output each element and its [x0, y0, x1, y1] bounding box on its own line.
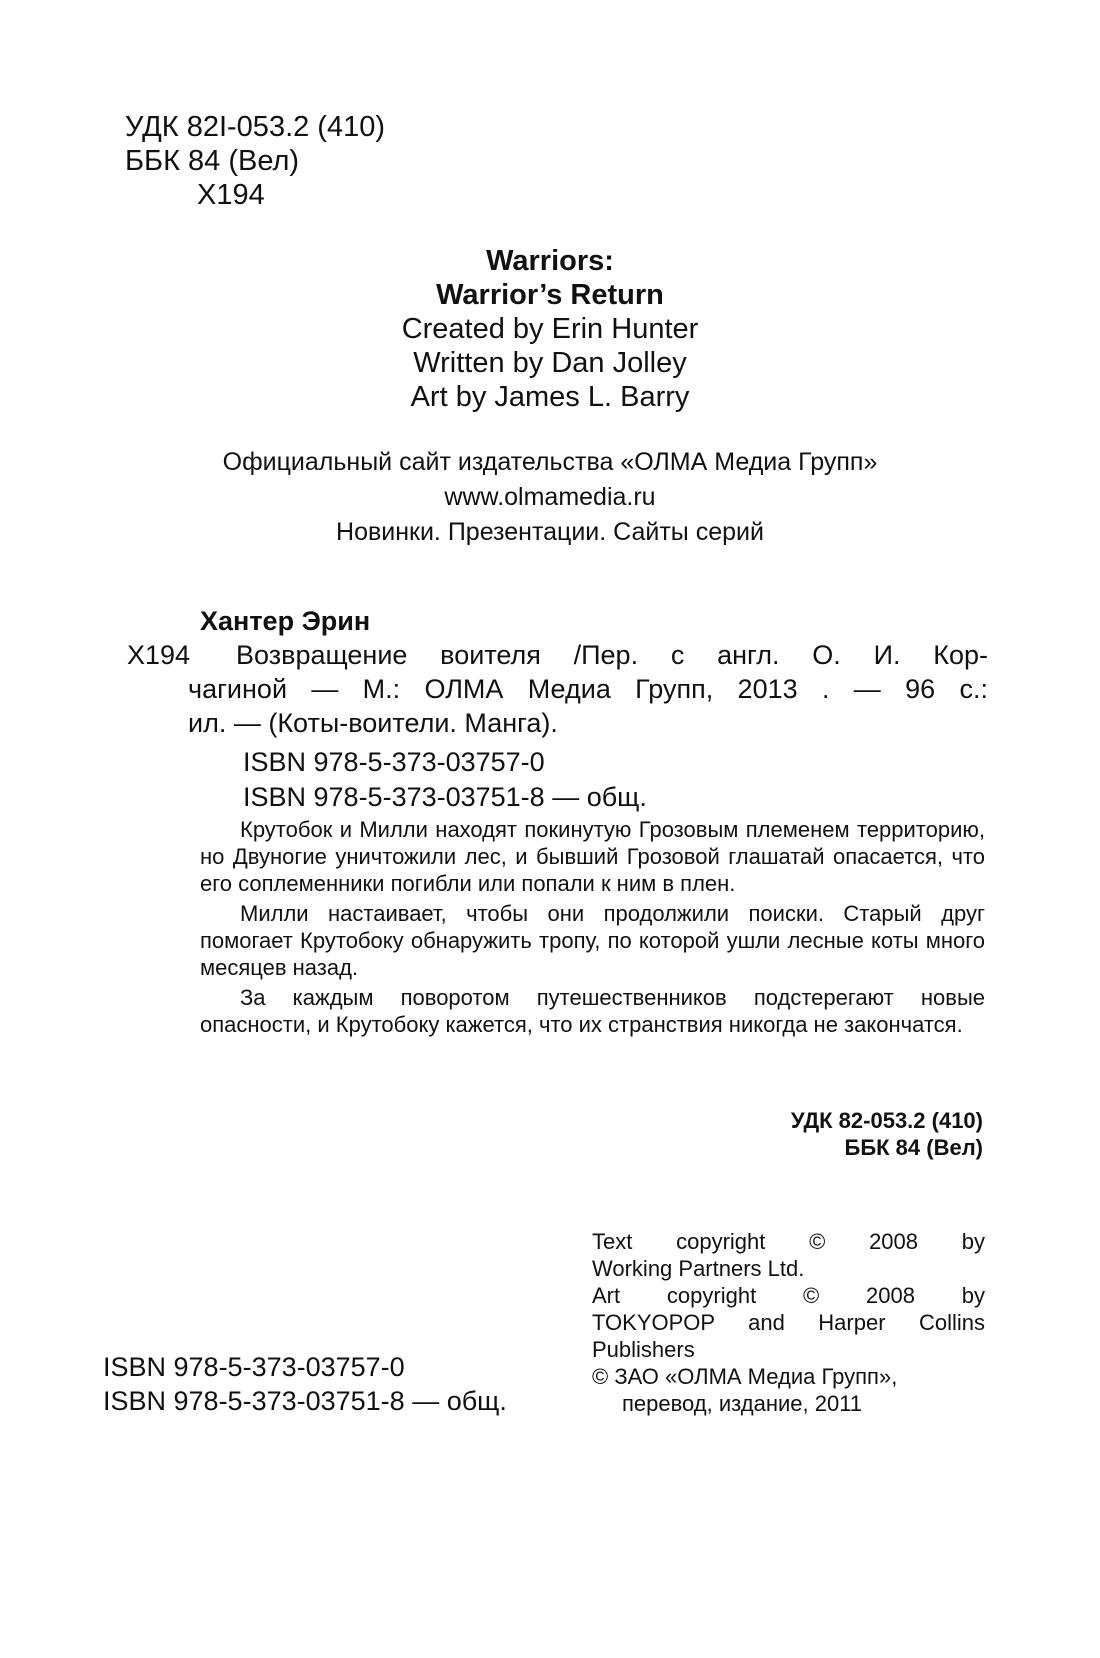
art-by: Art by James L. Barry [410, 381, 690, 413]
author-mark: Х194 [197, 179, 265, 211]
bbk-code: ББК 84 (Вел) [125, 145, 300, 177]
annotation-paragraph: За каждым поворотом путешественников подстерегают новые опасности, и Крутобоку кажется, что их странствия никогда не закончатся. [200, 985, 985, 1037]
description-line: ил. — (Коты-воители. Манга). [188, 708, 558, 738]
catalog-author: Хантер Эрин [200, 606, 371, 636]
udk-code: УДК 82-053.2 (410) [790, 1108, 983, 1133]
bottom-isbn [103, 1350, 507, 1418]
original-credits [250, 244, 850, 414]
site-notice-sections: Новинки. Презентации. Сайты серий [336, 518, 764, 546]
copyright-line: Publishers [592, 1337, 695, 1362]
copyright-line: Text copyright © 2008 by [592, 1229, 985, 1254]
copyright-block [592, 1228, 985, 1417]
written-by: Written by Dan Jolley [413, 347, 687, 379]
copyright-line: © ЗАО «ОЛМА Медиа Групп», [592, 1364, 898, 1389]
book-title: Warrior’s Return [436, 279, 664, 311]
catalog-code: Х194 [127, 640, 191, 670]
udk-code: УДК 82I-053.2 (410) [125, 111, 386, 143]
description-line: Возвращение воителя /Пер. с англ. О. И. Кор- [236, 640, 988, 670]
bbk-code: ББК 84 (Вел) [844, 1135, 983, 1160]
annotation-paragraph: Крутобок и Милли находят покинутую Грозовым племенем территорию, но Двуногие уничтожили лес, и бывший Грозовой глашатай опасается, что его соплеменники погибли или попали к ним в плен. [200, 817, 985, 896]
copyright-line: TOKYOPOP and Harper Collins [592, 1310, 985, 1335]
description-line: чагиной — М.: ОЛМА Медиа Групп, 2013 . — 96 с.: [188, 674, 988, 704]
site-notice-line: Официальный сайт издательства «ОЛМА Медиа Групп» [222, 448, 878, 476]
catalog-isbn [243, 745, 647, 815]
isbn-line: ISBN 978-5-373-03751-8 — общ. [103, 1386, 507, 1416]
catalog-description [188, 638, 988, 740]
isbn-line: ISBN 978-5-373-03757-0 [103, 1352, 405, 1382]
series-title: Warriors: [486, 245, 614, 277]
classification-block [125, 110, 385, 212]
annotation [200, 816, 985, 1041]
copyright-line: перевод, издание, 2011 [622, 1391, 863, 1416]
created-by: Created by Erin Hunter [401, 313, 699, 345]
copyright-line: Art copyright © 2008 by [592, 1283, 985, 1308]
site-url: www.olmamedia.ru [444, 483, 656, 511]
catalog-classification [791, 1107, 983, 1161]
isbn-line: ISBN 978-5-373-03751-8 — общ. [243, 782, 647, 812]
site-notice [120, 445, 980, 550]
isbn-line: ISBN 978-5-373-03757-0 [243, 747, 545, 777]
copyright-line: Working Partners Ltd. [592, 1256, 805, 1281]
annotation-paragraph: Милли настаивает, чтобы они продолжили поиски. Старый друг помогает Крутобоку обнаружить тропу, по которой ушли лесные коты много месяцев назад. [200, 901, 985, 980]
